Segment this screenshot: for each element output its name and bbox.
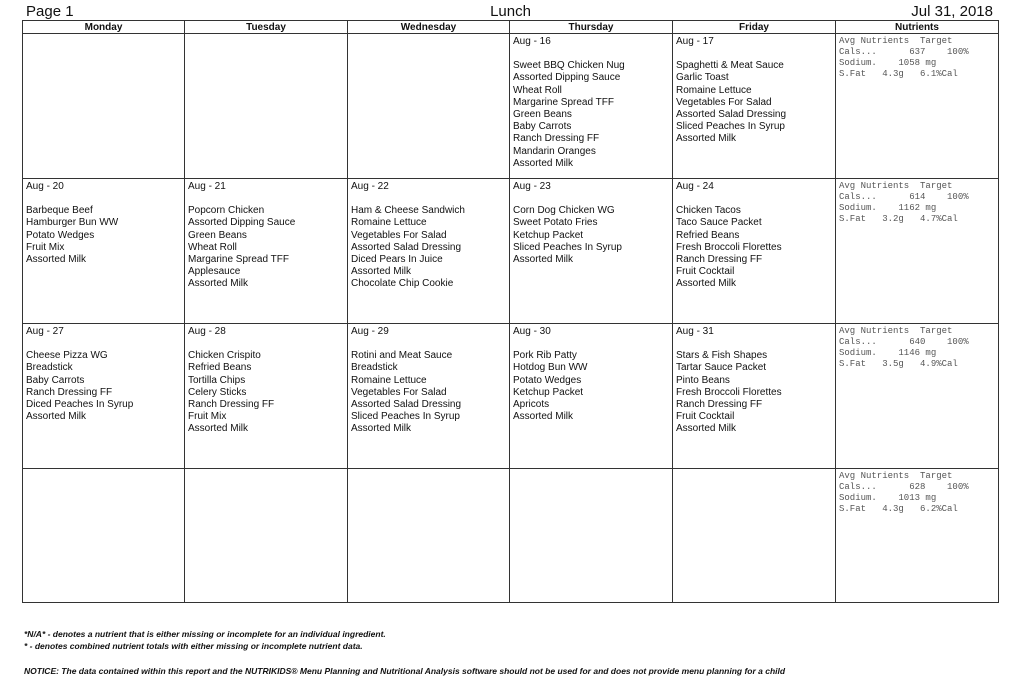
nutrient-line: Cals... 637 100% [839, 47, 969, 57]
menu-item: Breadstick [26, 362, 73, 374]
nutrient-line: S.Fat 4.3g 6.2%Cal [839, 504, 958, 514]
menu-item: Chicken Tacos [676, 205, 741, 217]
nutrient-line: S.Fat 4.3g 6.1%Cal [839, 69, 958, 79]
day-cell [185, 469, 348, 603]
menu-item: Diced Peaches In Syrup [26, 399, 134, 411]
menu-item: Tortilla Chips [188, 374, 246, 386]
day-cell [348, 324, 510, 469]
menu-item: Margarine Spread TFF [513, 96, 614, 108]
nutrient-line: Cals... 628 100% [839, 482, 969, 492]
day-cell [673, 179, 836, 324]
menu-item: Romaine Lettuce [676, 84, 752, 96]
day-cell [348, 469, 510, 603]
menu-item: Assorted Milk [188, 423, 249, 435]
day-date: Aug - 29 [351, 326, 389, 337]
menu-item: Mandarin Oranges [513, 145, 596, 157]
day-date: Aug - 28 [188, 326, 226, 337]
menu-item: Assorted Milk [26, 411, 87, 423]
menu-item: Assorted Milk [676, 423, 737, 435]
menu-item: Fruit Mix [26, 241, 65, 253]
nutrients-cell [836, 324, 999, 469]
menu-item: Potato Wedges [513, 374, 582, 386]
day-cell [348, 179, 510, 324]
lunch-menu-calendar [22, 20, 999, 603]
incomplete-footnote: * - denotes combined nutrient totals with either missing or incomplete nutrient data. [24, 641, 363, 651]
day-date: Aug - 27 [26, 326, 64, 337]
day-cell [185, 179, 348, 324]
menu-item: Vegetables For Salad [351, 386, 447, 398]
menu-item: Assorted Dipping Sauce [188, 217, 296, 229]
menu-item: Pork Rib Patty [513, 350, 577, 362]
day-cell [348, 34, 510, 179]
menu-item: Ketchup Packet [513, 229, 584, 241]
menu-item: Assorted Milk [351, 423, 412, 435]
menu-item: Ketchup Packet [513, 386, 584, 398]
menu-item: Ranch Dressing FF [676, 399, 763, 411]
menu-item: Garlic Toast [676, 72, 729, 84]
menu-item: Sliced Peaches In Syrup [351, 411, 460, 423]
menu-item: Popcorn Chicken [188, 205, 265, 217]
day-header-row [23, 21, 999, 34]
menu-item: Sweet BBQ Chicken Nug [513, 60, 625, 72]
menu-item: Green Beans [513, 109, 572, 121]
menu-item: Pinto Beans [676, 374, 730, 386]
menu-item: Sweet Potato Fries [513, 217, 598, 229]
day-cell [23, 469, 185, 603]
menu-item: Apricots [513, 399, 550, 411]
menu-item: Assorted Milk [351, 266, 412, 278]
day-cell [510, 324, 673, 469]
nutrient-line: Cals... 614 100% [839, 192, 969, 202]
nutrients-cell [836, 34, 999, 179]
menu-item: Hotdog Bun WW [513, 362, 588, 374]
menu-item: Assorted Dipping Sauce [513, 72, 621, 84]
menu-item: Assorted Milk [676, 278, 737, 290]
day-cell [510, 469, 673, 603]
day-cell [23, 179, 185, 324]
day-date: Aug - 30 [513, 326, 551, 337]
menu-item: Assorted Milk [513, 411, 574, 423]
nutrient-line: Sodium. 1162 mg [839, 203, 937, 213]
day-date: Aug - 23 [513, 181, 551, 192]
menu-item: Cheese Pizza WG [26, 350, 108, 362]
menu-item: Baby Carrots [513, 121, 572, 133]
nutrient-line: Cals... 640 100% [839, 337, 969, 347]
week-row [23, 179, 999, 324]
menu-item: Fresh Broccoli Florettes [676, 241, 782, 253]
menu-item: Tartar Sauce Packet [676, 362, 767, 374]
menu-item: Wheat Roll [188, 241, 237, 253]
day-header-wednesday: Wednesday [348, 21, 510, 34]
report-date: Jul 31, 2018 [911, 3, 993, 20]
page-label: Page 1 [26, 3, 74, 20]
menu-item: Assorted Milk [513, 157, 574, 169]
menu-item: Margarine Spread TFF [188, 254, 289, 266]
notice-footnote: NOTICE: The data contained within this report and the NUTRIKIDS® Menu Planning and Nutritional Analysis software should not be used for and does not provide menu planning for a child [24, 666, 786, 676]
menu-item: Wheat Roll [513, 84, 562, 96]
menu-item: Ranch Dressing FF [26, 386, 113, 398]
menu-item: Spaghetti & Meat Sauce [676, 60, 784, 72]
nutrient-line: Avg Nutrients Target [839, 181, 953, 191]
day-date: Aug - 22 [351, 181, 389, 192]
day-cell [673, 469, 836, 603]
nutrient-line: Avg Nutrients Target [839, 326, 953, 336]
menu-item: Refried Beans [676, 229, 740, 241]
menu-item: Hamburger Bun WW [26, 217, 119, 229]
na-footnote: *N/A* - denotes a nutrient that is either missing or incomplete for an individual ingredient. [24, 629, 386, 639]
menu-item: Fruit Cocktail [676, 411, 735, 423]
menu-item: Baby Carrots [26, 374, 85, 386]
menu-item: Romaine Lettuce [351, 374, 427, 386]
menu-item: Fruit Mix [188, 411, 227, 423]
menu-item: Sliced Peaches In Syrup [676, 121, 785, 133]
day-header-monday: Monday [23, 21, 185, 34]
menu-item: Romaine Lettuce [351, 217, 427, 229]
menu-item: Rotini and Meat Sauce [351, 350, 453, 362]
menu-item: Vegetables For Salad [351, 229, 447, 241]
nutrient-line: S.Fat 3.2g 4.7%Cal [839, 214, 958, 224]
day-cell [510, 34, 673, 179]
menu-item: Potato Wedges [26, 229, 95, 241]
report-title: Lunch [490, 3, 531, 20]
menu-item: Assorted Salad Dressing [676, 109, 787, 121]
menu-item: Fruit Cocktail [676, 266, 735, 278]
nutrient-line: Sodium. 1058 mg [839, 58, 937, 68]
menu-item: Assorted Milk [676, 133, 737, 145]
menu-item: Assorted Milk [26, 254, 87, 266]
day-header-nutrients: Nutrients [836, 21, 999, 34]
week-row [23, 324, 999, 469]
nutrient-line: Sodium. 1013 mg [839, 493, 937, 503]
menu-item: Ranch Dressing FF [513, 133, 600, 145]
day-cell [185, 324, 348, 469]
menu-item: Vegetables For Salad [676, 96, 772, 108]
day-header-tuesday: Tuesday [185, 21, 348, 34]
nutrient-line: Avg Nutrients Target [839, 471, 953, 481]
day-cell [510, 179, 673, 324]
menu-item: Assorted Salad Dressing [351, 399, 462, 411]
day-date: Aug - 17 [676, 36, 714, 47]
day-cell [23, 324, 185, 469]
day-date: Aug - 16 [513, 36, 551, 47]
nutrient-line: Sodium. 1146 mg [839, 348, 937, 358]
menu-item: Refried Beans [188, 362, 252, 374]
nutrients-cell [836, 179, 999, 324]
week-row [23, 469, 999, 603]
menu-item: Celery Sticks [188, 386, 247, 398]
menu-item: Diced Pears In Juice [351, 254, 443, 266]
menu-item: Assorted Milk [513, 254, 574, 266]
day-cell [23, 34, 185, 179]
nutrient-line: S.Fat 3.5g 4.9%Cal [839, 359, 958, 369]
day-cell [185, 34, 348, 179]
nutrient-line: Avg Nutrients Target [839, 36, 953, 46]
menu-item: Stars & Fish Shapes [676, 350, 768, 362]
menu-item: Breadstick [351, 362, 398, 374]
day-date: Aug - 24 [676, 181, 714, 192]
menu-item: Assorted Salad Dressing [351, 241, 462, 253]
menu-item: Chicken Crispito [188, 350, 261, 362]
menu-item: Ranch Dressing FF [676, 254, 763, 266]
menu-item: Green Beans [188, 229, 247, 241]
menu-item: Applesauce [188, 266, 241, 278]
day-cell [673, 324, 836, 469]
menu-item: Ham & Cheese Sandwich [351, 205, 465, 217]
day-header-friday: Friday [673, 21, 836, 34]
menu-item: Sliced Peaches In Syrup [513, 241, 622, 253]
menu-item: Chocolate Chip Cookie [351, 278, 454, 290]
day-header-thursday: Thursday [510, 21, 673, 34]
week-row [23, 34, 999, 179]
day-cell [673, 34, 836, 179]
menu-item: Corn Dog Chicken WG [513, 205, 615, 217]
menu-item: Fresh Broccoli Florettes [676, 386, 782, 398]
menu-item: Ranch Dressing FF [188, 399, 275, 411]
day-date: Aug - 20 [26, 181, 64, 192]
menu-item: Assorted Milk [188, 278, 249, 290]
day-date: Aug - 21 [188, 181, 226, 192]
menu-item: Barbeque Beef [26, 205, 93, 217]
menu-item: Taco Sauce Packet [676, 217, 762, 229]
nutrients-cell [836, 469, 999, 603]
day-date: Aug - 31 [676, 326, 714, 337]
